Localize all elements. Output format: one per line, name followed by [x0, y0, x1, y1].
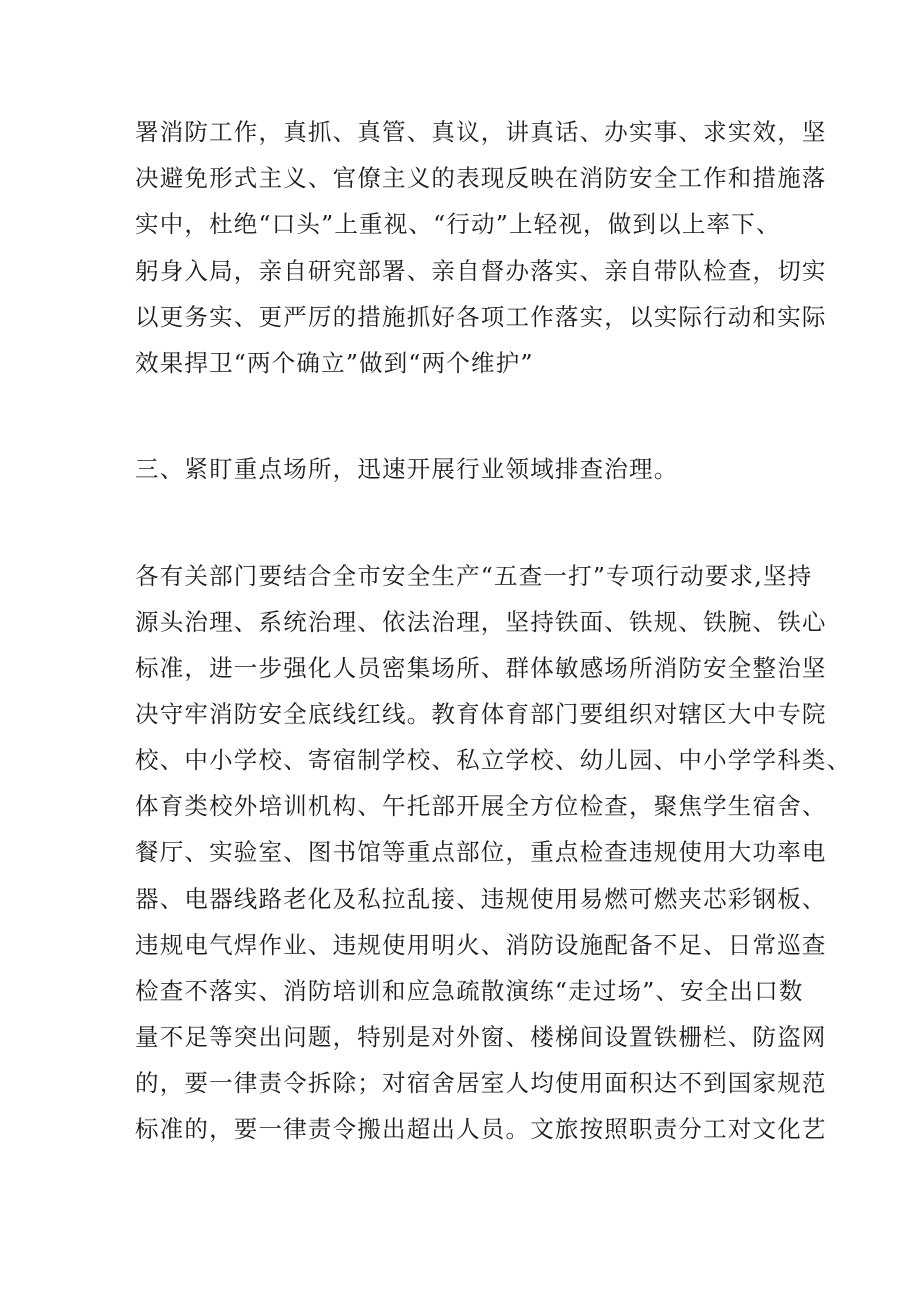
- paragraph-2-line-5: 校、中小学校、寄宿制学校、私立学校、幼儿园、中小学学科类、: [135, 746, 852, 774]
- paragraph-1-line-3: 实中，杜绝“口头”上重视、“行动”上轻视，做到以上率下、: [135, 210, 781, 238]
- paragraph-2-line-8: 器、电器线路老化及私拉乱接、违规使用易燃可燃夹芯彩钢板、: [135, 885, 827, 913]
- paragraph-1-line-5: 以更务实、更严厉的措施抓好各项工作落实，以实际行动和实际: [135, 303, 827, 331]
- paragraph-1-line-1: 署消防工作，真抓、真管、真议，讲真话、办实事、求实效，坚: [135, 118, 827, 146]
- paragraph-1-line-6: 效果捍卫“两个确立”做到“两个维护”: [135, 349, 534, 377]
- paragraph-2-line-9: 违规电气焊作业、违规使用明火、消防设施配备不足、日常巡查: [135, 931, 827, 959]
- paragraph-2-line-12: 的，要一律责令拆除；对宿舍居室人均使用面积达不到国家规范: [135, 1069, 827, 1097]
- paragraph-2-line-10: 检查不落实、消防培训和应急疏散演练“走过场”、安全出口数: [135, 977, 804, 1005]
- paragraph-2-line-1: 各有关部门要结合全市安全生产“五查一打”专项行动要求,坚持: [135, 562, 813, 590]
- paragraph-2-line-11: 量不足等突出问题，特别是对外窗、楼梯间设置铁栅栏、防盗网: [135, 1023, 827, 1051]
- paragraph-2-line-4: 决守牢消防安全底线红线。教育体育部门要组织对辖区大中专院: [135, 700, 827, 728]
- paragraph-2-line-6: 体育类校外培训机构、午托部开展全方位检查，聚焦学生宿舍、: [135, 792, 827, 820]
- paragraph-1-line-2: 决避免形式主义、官僚主义的表现反映在消防安全工作和措施落: [135, 164, 827, 192]
- section-heading-3: 三、紧盯重点场所，迅速开展行业领域排查治理。: [135, 455, 679, 483]
- paragraph-1-line-4: 躬身入局，亲自研究部署、亲自督办落实、亲自带队检查，切实: [135, 257, 827, 285]
- paragraph-2-line-3: 标准，进一步强化人员密集场所、群体敏感场所消防安全整治坚: [135, 654, 827, 682]
- paragraph-2-line-13: 标准的，要一律责令搬出超出人员。文旅按照职责分工对文化艺: [135, 1115, 827, 1143]
- paragraph-2-line-2: 源头治理、系统治理、依法治理，坚持铁面、铁规、铁腕、铁心: [135, 608, 827, 636]
- paragraph-2-line-7: 餐厅、实验室、图书馆等重点部位，重点检查违规使用大功率电: [135, 838, 827, 866]
